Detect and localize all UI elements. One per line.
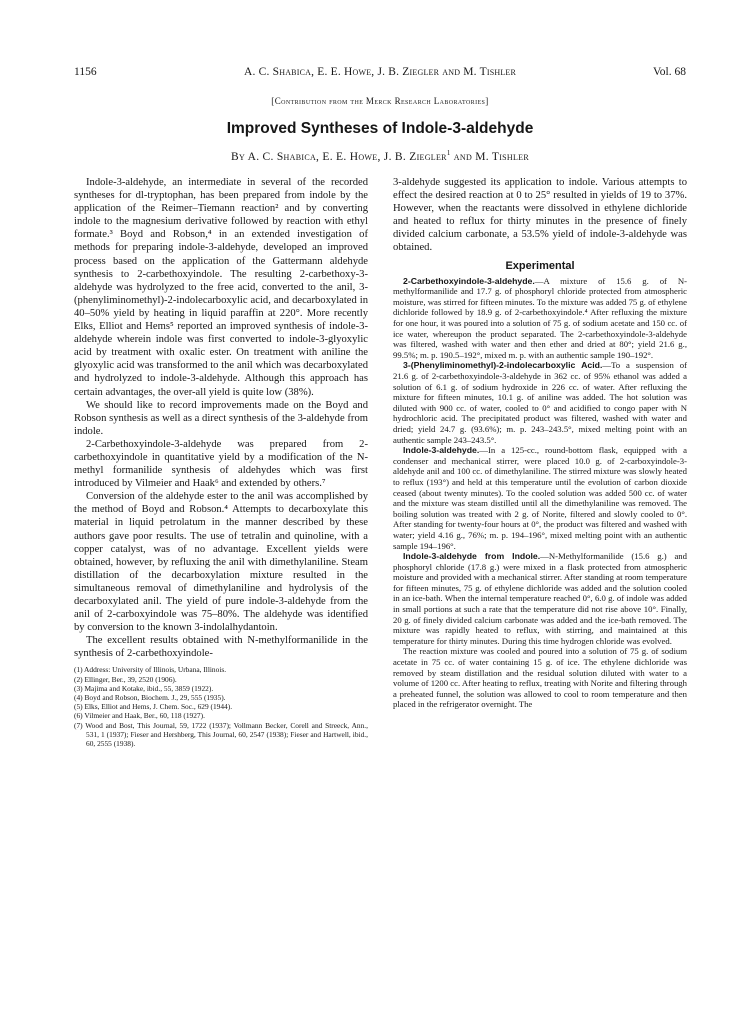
left-column xyxy=(74,176,368,748)
experimental-paragraph xyxy=(393,445,687,551)
footnote: (1) Address: University of Illinois, Urbana, Illinois. xyxy=(74,665,227,675)
volume-label: Vol. 68 xyxy=(652,66,686,78)
left-column-body xyxy=(74,176,368,660)
run-in-heading: Indole-3-aldehyde from Indole. xyxy=(403,551,541,562)
running-head xyxy=(74,66,686,82)
footnote: (7) Wood and Bost, This Journal, 59, 1722 (1937); Vollmann Becker, Corell and Streeck, Ann., 531, 1 (1937); Fieser and Hershberg, This Journal, 60, 2547 (1938); Fieser and Hartwell, ibid., 60, 2555 (1938). xyxy=(74,720,368,749)
experimental-section xyxy=(393,276,687,710)
right-column xyxy=(393,176,687,710)
paragraph: 3-aldehyde suggested its application to indole. Various attempts to effect the desired reaction at 0 to 25° resulted in yields of 19 to 37%. However, when the reactants were dissolved in ethylene dichloride and heated to reflux for thirty minutes in the presence of finely divided calcium carbonate, a 53.5% yield of indole-3-aldehyde was obtained. xyxy=(393,177,687,254)
footnote: (6) Vilmeier and Haak, Ber., 60, 118 (1927). xyxy=(74,711,205,721)
footnote-mark: 1 xyxy=(446,149,451,157)
experimental-paragraph xyxy=(393,276,687,361)
author-byline xyxy=(74,149,686,163)
experimental-paragraph xyxy=(393,551,687,646)
page-number: 1156 xyxy=(74,66,97,78)
footnotes xyxy=(74,665,368,748)
experimental-paragraph xyxy=(393,646,687,710)
contribution-line: [Contribution from the Merck Research Laboratories] xyxy=(271,96,489,106)
footnote: (5) Elks, Elliot and Hems, J. Chem. Soc., 629 (1944). xyxy=(74,702,233,712)
byline-authors: By A. C. Shabica, E. E. Howe, J. B. Ziegler xyxy=(231,150,447,163)
paragraph: The excellent results obtained with N-methylformanilide in the synthesis of 2-carbethoxyindole- xyxy=(74,635,368,660)
run-in-heading: 3-(Phenyliminomethyl)-2-indolecarboxylic Acid. xyxy=(403,360,603,371)
paragraph-text: —To a suspension of 21.6 g. of 2-carbethoxyindole-3-aldehyde in 362 cc. of 95% ethanol was added a solution of 6.1 g. of sodium hydroxide in 226 cc. of water. After refluxing the mixture for fifteen minutes, 10.1 g. of aniline was added. The hot solution was diluted with 900 cc. of water, cooled to 0° and acidified to congo paper with N hydrochloric acid. The precipitated product was filtered, washed with water and dried; yield 24.7 g. (93.6%); m. p. 243–243.5°, mixed melting point with an authentic sample 243–243.5°. xyxy=(393,360,687,445)
paragraph: We should like to record improvements made on the Boyd and Robson synthesis as well as a direct synthesis of the 3-aldehyde from indole. xyxy=(74,399,368,437)
run-in-heading: 2-Carbethoxyindole-3-aldehyde. xyxy=(403,275,535,286)
run-in-heading: Indole-3-aldehyde. xyxy=(403,445,480,456)
paragraph: Conversion of the aldehyde ester to the anil was accomplished by the method of Boyd and Robson.⁴ Attempts to decarboxylate this material in liquid petrolatum in the manner described by these authors gave poor results. The use of tetralin and quinoline, with a copper catalyst, was of no advantage. Excellent yields were obtained, however, by refluxing the anil with dimethylaniline. Steam distillation of the decarboxylation mixture resulted in the simultaneous removal of dimethylaniline and hydrolysis of the decarboxylated anil. The yield of pure indole-3-aldehyde from the anil of 2-carboxyindole was 75–80%. The aldehyde was identified by conversion to the known 3-indolalhydantoin. xyxy=(74,491,368,634)
paragraph: Indole-3-aldehyde, an intermediate in several of the recorded syntheses for dl-tryptophan, has been prepared from indole by the application of the Reimer–Tiemann reaction² and by converting indole to the magnesium derivative followed by reaction with ethyl formate.³ Boyd and Robson,⁴ in an extended investigation of methods for preparing indole-3-aldehyde, developed an improved process based on the application of the Gattermann aldehyde synthesis to 2-carbethoxyindole. The resulting 2-carbethoxy-3-aldehyde was hydrolyzed to the free acid, converted to the anil, 3-(phenyliminomethyl)-2-indolecarboxylic acid, and decarboxylated in 40–50% yield by heating in liquid paraffin at 220°. More recently Elks, Elliot and Hems⁵ reported an improved synthesis of indole-3-aldehyde wherein indole was first converted to indole-3-glyoxylic acid by treatment with oxalic ester. On treatment with aniline the glyoxylic acid was transformed to the anil which was decarboxylated and hydrolyzed to indole-3-aldehyde. Although this approach has certain advantages, the over-all yield is quite low (38%). xyxy=(74,177,368,398)
running-head-authors: A. C. Shabica, E. E. Howe, J. B. Ziegler and M. Tishler xyxy=(243,66,517,78)
experimental-paragraph xyxy=(393,360,687,445)
paragraph-text: —A mixture of 15.6 g. of N-methylformanilide and 17.7 g. of phosphoryl chloride protected from atmospheric moisture, was stirred for fifteen minutes. To the mixture was added 75 g. of ethylene dichloride followed by 18.9 g. of 2-carbethoxyindole.⁴ After refluxing the mixture for one hour, it was poured into a solution of 75 g. of sodium acetate and 150 cc. of ice water, whereupon the product separated. The 2-carbethoxyindole-3-aldehyde was filtered, washed with water and then ether and dried at 80°; yield 21.6 g., 99.5%; m. p. 190.5–192°, mixed m. p. with an authentic sample 190–192°. xyxy=(393,275,687,360)
paragraph-text: —N-Methylformanilide (15.6 g.) and phosphoryl chloride (17.8 g.) were mixed in a flask protected from atmospheric moisture and provided with a mechanical stirrer. After standing at room temperature for fifteen minutes, 75 g. of ethylene dichloride was added and the solution cooled in an ice-bath. When the internal temperature reached 0°, 6.0 g. of indole was added in small portions at such a rate that the temperature did not rise above 10°. Finally, 20 g. of finely divided calcium carbonate was added and the ice-bath removed. The mixture was rapidly heated to reflux, with stirring, and maintained at this temperature for thirty minutes. During this time hydrogen chloride was evolved. xyxy=(393,551,687,646)
byline-last-author: and M. Tishler xyxy=(450,150,529,163)
article-title: Improved Syntheses of Indole-3-aldehyde xyxy=(226,120,534,137)
footnote: (3) Majima and Kotake, ibid., 55, 3859 (1922). xyxy=(74,683,214,693)
paragraph: 2-Carbethoxyindole-3-aldehyde was prepared from 2-carbethoxyindole in quantitative yield by a modification of the N-methyl formanilide synthesis of aldehydes which was first introduced by Vilmeier and Haak⁶ and extended by others.⁷ xyxy=(74,438,368,490)
footnote: (4) Boyd and Robson, Biochem. J., 29, 555 (1935). xyxy=(74,693,226,703)
footnote: (2) Ellinger, Ber., 39, 2520 (1906). xyxy=(74,674,177,684)
section-heading: Experimental xyxy=(505,259,575,272)
paragraph-text: —In a 125-cc., round-bottom flask, equipped with a condenser and mechanical stirrer, were placed 10.0 g. of 2-carboxyindole-3-aldehyde anil and 100 cc. of dimethylaniline. The stirred mixture was slowly heated to reflux (193°) and held at this temperature until the evolution of carbon dioxide ceased (about twenty minutes). To the cooled solution was added 500 cc. of water and the mixture was steam distilled until all the dimethylaniline was removed. The boiling solution was treated with 2 g. of Norite, filtered and slowly cooled to 0°. After standing for twenty-four hours at 0°, the product was filtered and washed with water; yield 4.16 g., 76%; m. p. 194–196°, mixed melting point with an authentic sample 194–196°. xyxy=(393,445,687,551)
paragraph-text: The reaction mixture was cooled and poured into a solution of 75 g. of sodium acetate in 75 cc. of water containing 15 g. of ice. The ethylene dichloride was removed by steam distillation and the residual solution diluted with water to a volume of 1200 cc. After heating to reflux, treating with Norite and filtering through a preheated funnel, the solution was allowed to cool to room temperature and then placed in the refrigerator overnight. The xyxy=(393,646,687,710)
